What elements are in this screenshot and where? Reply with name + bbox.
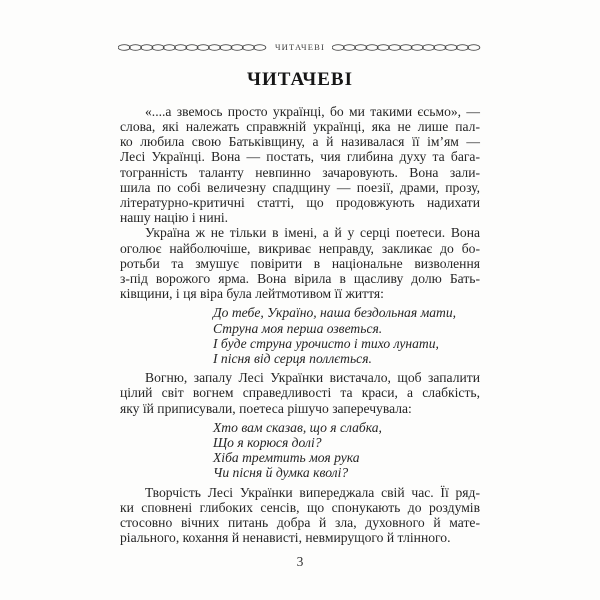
text-line: Струна моя перша озветься. <box>213 320 383 336</box>
chain-ornament-left-icon <box>118 43 268 52</box>
body-text <box>120 104 480 546</box>
text-line: Україна ж не тільки в імені, а й у серці поетеси. Вона <box>145 225 480 241</box>
text-line: оголює найболючіше, викриває неправду, закликає до бо- <box>120 240 480 256</box>
text-line: ротьби та змушує повірити в національне визволення <box>120 255 480 271</box>
chain-ornament-right-icon <box>332 43 482 52</box>
verse-block <box>120 305 480 366</box>
text-line: яку їй приписували, поетеса рішучо заперечувала: <box>120 400 412 416</box>
text-line: з-під ворожого ярма. Вона вірила в щасливу долю Бать- <box>120 270 480 286</box>
text-line: Творчість Лесі Українки випереджала свій час. Її ряд- <box>145 484 480 500</box>
text-line: нашу націю і нині. <box>120 210 229 226</box>
text-line: Хто вам сказав, що я слабка, <box>213 419 382 435</box>
text-line: ківщини, і ця віра була лейтмотивом її життя: <box>120 286 384 302</box>
running-header <box>118 42 482 52</box>
paragraph <box>120 485 480 546</box>
verse-block <box>120 420 480 481</box>
page-title: ЧИТАЧЕВІ <box>247 69 353 90</box>
text-line: Чи пісня й думка кволі? <box>213 465 349 481</box>
text-line: слова, які належать справжній українці, яка не лише пал- <box>120 118 480 134</box>
paragraph <box>120 225 480 301</box>
text-line: Лесі Українці. Вона — постать, чия глибина духу та бага- <box>120 149 480 165</box>
text-line: ко любила свою Батьківщину, а й називалася її ім’ям — <box>120 134 480 150</box>
paragraph <box>120 104 480 226</box>
text-line: Хіба тремтить моя рука <box>213 450 360 466</box>
text-line: Вогню, запалу Лесі Українки вистачало, щоб запалити <box>145 370 480 386</box>
text-line: тогранність таланту невпинно зачаровують. Вона зали- <box>120 164 480 180</box>
text-line: До тебе, Україно, наша бездольная мати, <box>213 305 457 321</box>
text-line: «....а звемось просто українці, бо ми такими єсьмо», — <box>145 103 480 119</box>
text-line: Що я корюся долі? <box>213 434 322 450</box>
text-line: стосовно вічних питань добра й зла, духовного й мате- <box>120 515 480 530</box>
running-header-label: ЧИТАЧЕВІ <box>274 42 326 52</box>
text-line: І буде струна урочисто і тихо лунати, <box>213 335 439 351</box>
text-line: шила по собі величезну спадщину — поезії, драми, прозу, <box>120 179 480 195</box>
text-line: літературно-критичні статті, що продовжують надихати <box>120 194 480 210</box>
text-line: І пісня від серця поллється. <box>213 350 372 366</box>
text-line: ріального, кохання й ненависті, невмирущого й тлінного. <box>120 530 451 546</box>
paragraph <box>120 370 480 416</box>
text-line: ки сповнені глибоких сенсів, що спонукають до роздумів <box>120 499 480 515</box>
page-number: 3 <box>296 554 304 569</box>
text-line: цілий світ вогнем справедливості та краси, а слабкість, <box>120 385 480 401</box>
